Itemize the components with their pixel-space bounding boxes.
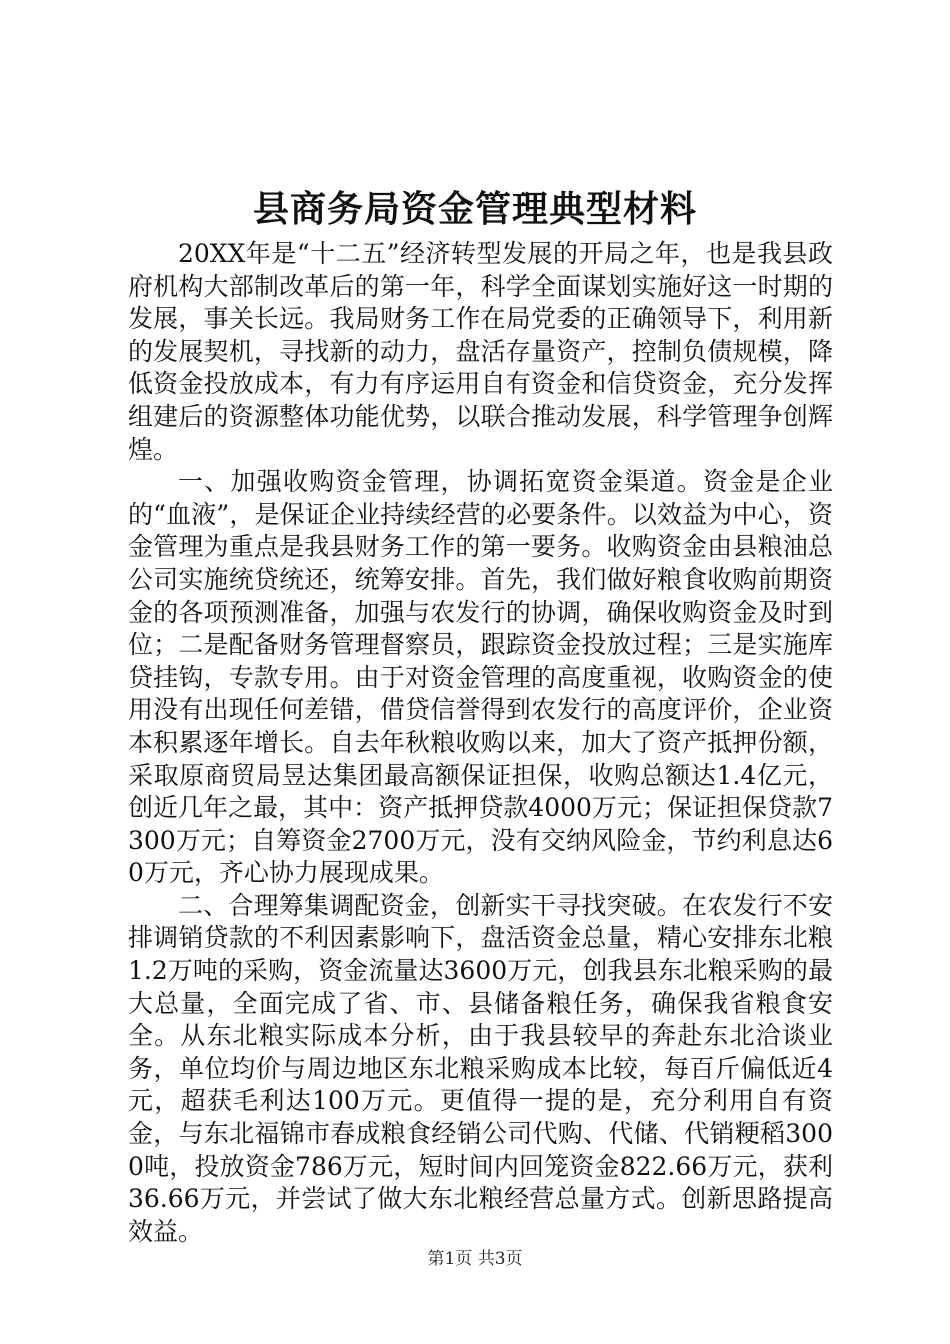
paragraph-section-one: 一、加强收购资金管理，协调拓宽资金渠道。资金是企业的“血液”，是保证企业持续经营的必要条件。以效益为中心，资金管理为重点是我县财务工作的第一要务。收购资金由县粮油总公司实施统贷统还，统筹安排。首先，我们做好粮食收购前期资金的各项预测准备，加强与农发行的协调，确保收购资金及时到位；二是配备财务管理督察员，跟踪资金投放过程；三是实施库贷挂钩，专款专用。由于对资金管理的高度重视，收购资金的使用没有出现任何差错，借贷信誉得到农发行的高度评价，企业资本积累逐年增长。自去年秋粮收购以来，加大了资产抵押份额，采取原商贸局昱达集团最高额保证担保，收购总额达1.4亿元，创近几年之最，其中：资产抵押贷款4000万元；保证担保贷款7300万元；自筹资金2700万元，没有交纳风险金，节约利息达60万元，齐心协力展现成果。 [128,467,833,888]
page-number-footer: 第1页 共3页 [427,1249,523,1269]
paragraph-section-two: 二、合理筹集调配资金，创新实干寻找突破。在农发行不安排调销贷款的不利因素影响下，盘活资金总量，精心安排东北粮1.2万吨的采购，资金流量达3600万元，创我县东北粮采购的最大总量，全面完成了省、市、县储备粮任务，确保我省粮食安全。从东北粮实际成本分析，由于我县较早的奔赴东北洽谈业务，单位均价与周边地区东北粮采购成本比较，每百斤偏低近4元，超获毛利达100万元。更值得一提的是，充分利用自有资金，与东北福锦市春成粮食经销公司代购、代储、代销粳稻3000吨，投放资金786万元，短时间内回笼资金822.66万元，获利36.66万元，并尝试了做大东北粮经营总量方式。创新思路提高效益。 [128,890,833,1246]
document-title: 县商务局资金管理典型材料 [252,188,697,230]
document-body [128,238,833,1248]
paragraph-intro: 20XX年是“十二五”经济转型发展的开局之年，也是我县政府机构大部制改革后的第一年，科学全面谋划实施好这一时期的发展，事关长远。我局财务工作在局党委的正确领导下，利用新的发展契机，寻找新的动力，盘活存量资产，控制负债规模，降低资金投放成本，有力有序运用自有资金和信贷资金，充分发挥组建后的资源整体功能优势，以联合推动发展，科学管理争创辉煌。 [128,239,833,464]
